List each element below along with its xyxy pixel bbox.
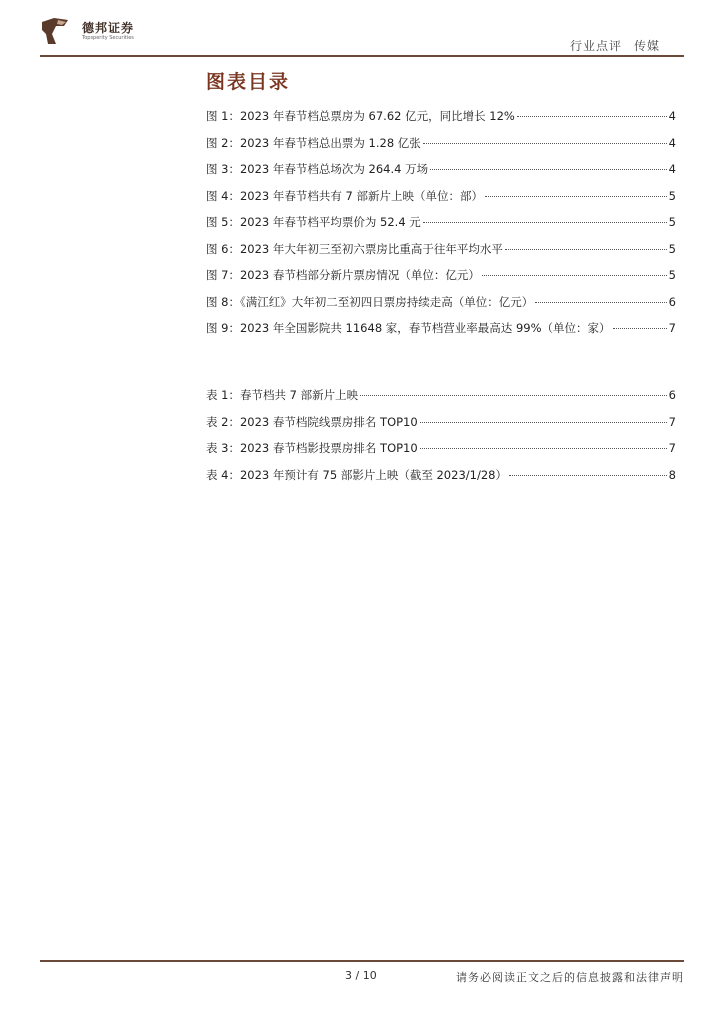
figure-list	[206, 108, 676, 347]
table-list	[206, 387, 676, 493]
dot-leader	[423, 222, 667, 223]
dot-leader	[420, 422, 667, 423]
figure-entry[interactable]	[206, 241, 676, 268]
footer-disclaimer: 请务必阅读正文之后的信息披露和法律声明	[456, 971, 684, 984]
table-entry[interactable]	[206, 387, 676, 414]
figure-entry[interactable]	[206, 320, 676, 347]
header-divider	[40, 55, 684, 57]
figure-entry-label: 图 2：2023 年春节档总出票为 1.28 亿张	[206, 135, 421, 150]
figure-entry[interactable]	[206, 161, 676, 188]
figure-entry-label: 图 5：2023 年春节档平均票价为 52.4 元	[206, 215, 421, 229]
report-sector: 传媒	[633, 39, 660, 53]
figure-entry[interactable]	[206, 108, 676, 135]
brand-name-cn: 德邦证券	[82, 21, 135, 35]
figure-entry-label: 图 7：2023 春节档部分新片票房情况（单位：亿元）	[206, 268, 480, 282]
figure-entry-page: 5	[668, 268, 676, 282]
table-entry-label: 表 2：2023 春节档院线票房排名 TOP10	[206, 414, 418, 429]
figure-entry-page: 6	[668, 294, 676, 309]
page-number: 3 / 10	[345, 969, 377, 982]
figure-entry-page: 7	[668, 321, 676, 335]
footer-divider	[40, 960, 684, 962]
toc-title: 图表目录	[206, 71, 291, 93]
table-entry[interactable]	[206, 467, 676, 494]
report-category: 行业点评	[569, 39, 622, 53]
dot-leader	[360, 395, 667, 396]
dot-leader	[482, 275, 667, 276]
table-entry-page: 6	[668, 388, 676, 402]
figure-entry-label: 图 4：2023 年春节档共有 7 部新片上映（单位：部）	[206, 188, 484, 203]
dot-leader	[430, 169, 667, 170]
figure-entry-page: 5	[668, 188, 676, 203]
dot-leader	[485, 196, 667, 197]
figure-entry[interactable]	[206, 188, 676, 215]
dot-leader	[509, 475, 667, 476]
figure-entry-page: 4	[668, 109, 676, 123]
figure-entry[interactable]	[206, 294, 676, 321]
figure-entry-page: 4	[668, 135, 676, 150]
table-entry[interactable]	[206, 414, 676, 441]
figure-entry-page: 5	[668, 241, 676, 256]
table-entry-page: 7	[668, 414, 676, 429]
dot-leader	[535, 302, 666, 303]
table-entry-label: 表 3：2023 春节档影投票房排名 TOP10	[206, 441, 418, 455]
table-entry-label: 表 4：2023 年预计有 75 部影片上映（截至 2023/1/28）	[206, 467, 507, 482]
figure-entry-label: 图 9：2023 年全国影院共 11648 家，春节档营业率最高达 99%（单位：家）	[206, 321, 611, 335]
report-category-header	[558, 37, 660, 54]
company-logo	[40, 16, 140, 50]
figure-entry[interactable]	[206, 135, 676, 162]
brand-name-en: Topsperity Securities	[82, 35, 134, 41]
dot-leader	[517, 116, 667, 117]
table-entry[interactable]	[206, 440, 676, 467]
dot-leader	[420, 448, 667, 449]
dot-leader	[613, 328, 667, 329]
table-entry-page: 8	[668, 467, 676, 482]
figure-entry-label: 图 3：2023 年春节档总场次为 264.4 万场	[206, 162, 429, 176]
dot-leader	[505, 249, 667, 250]
figure-entry[interactable]	[206, 214, 676, 241]
dot-leader	[423, 143, 667, 144]
figure-entry-label: 图 8：《满江红》大年初二至初四日票房持续走高（单位：亿元）	[206, 294, 534, 309]
figure-entry[interactable]	[206, 267, 676, 294]
figure-entry-page: 4	[668, 162, 676, 176]
figure-entry-page: 5	[668, 215, 676, 229]
table-entry-label: 表 1：春节档共 7 部新片上映	[206, 388, 359, 402]
figure-entry-label: 图 1：2023 年春节档总票房为 67.62 亿元，同比增长 12%	[206, 109, 515, 123]
horse-logo-icon	[40, 16, 70, 46]
figure-entry-label: 图 6：2023 年大年初三至初六票房比重高于往年平均水平	[206, 241, 503, 256]
table-entry-page: 7	[668, 441, 676, 455]
